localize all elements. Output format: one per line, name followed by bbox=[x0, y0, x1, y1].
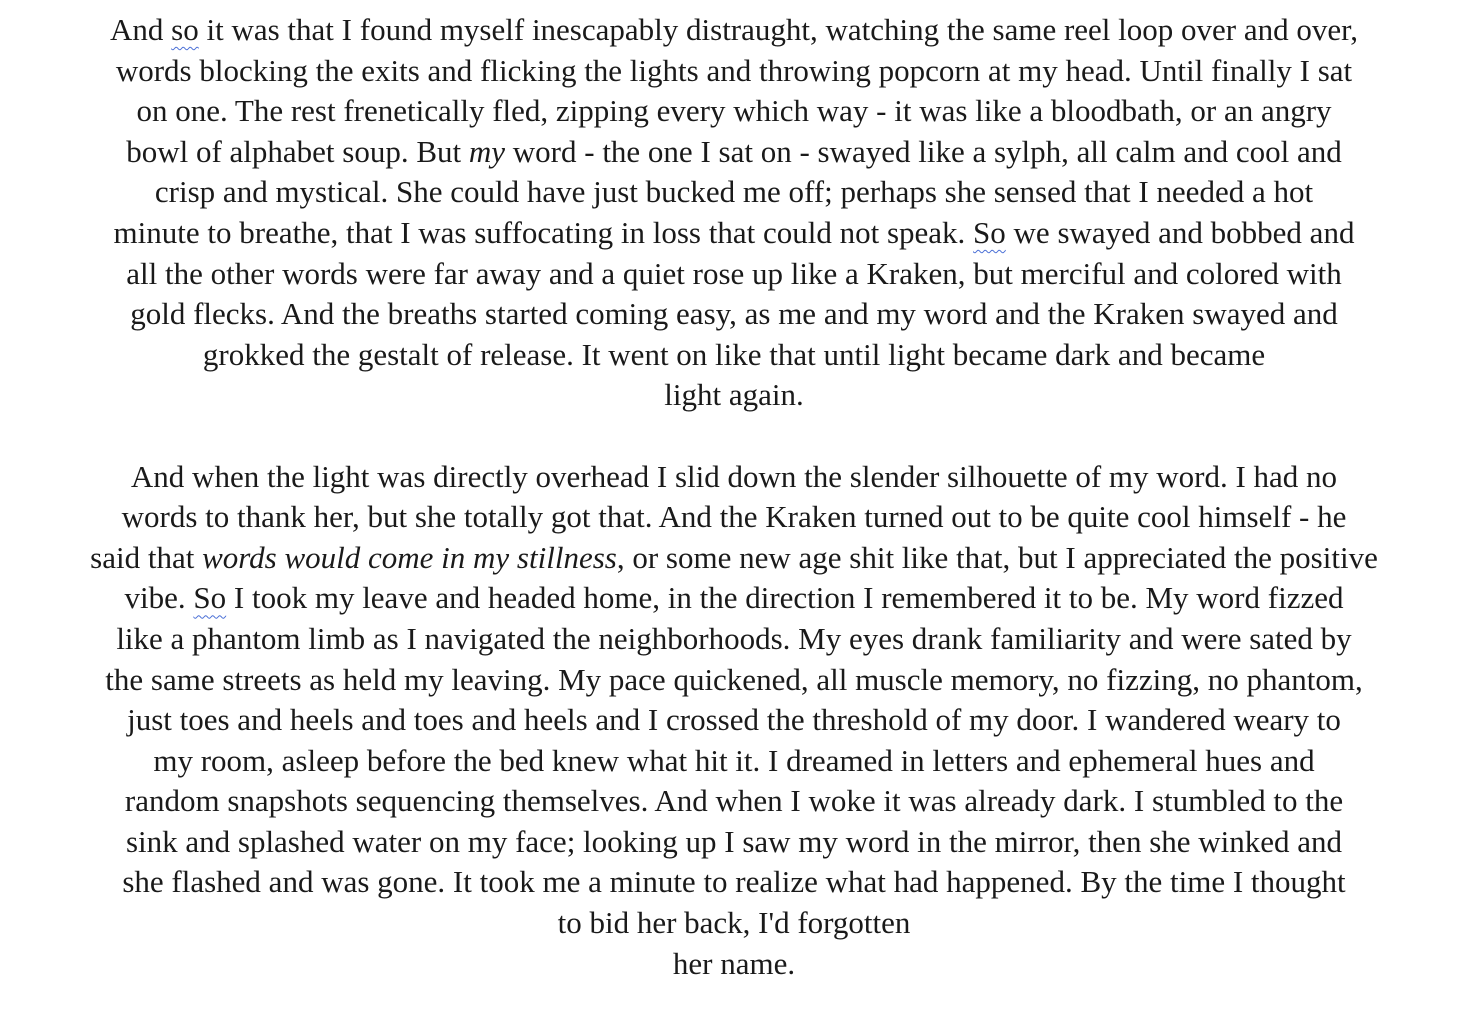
spellcheck-flagged-word: so bbox=[171, 12, 199, 47]
text-line bbox=[0, 497, 1468, 538]
text-run: word - the one I sat on - swayed like a sylph, all calm and cool and bbox=[505, 133, 1342, 169]
text-run: grokked the gestalt of release. It went on like that until light became dark and became bbox=[202, 336, 1266, 372]
italic-text-run: words would come in my stillness bbox=[202, 539, 617, 575]
text-run: her name. bbox=[672, 945, 796, 981]
text-line bbox=[0, 254, 1468, 295]
text-line bbox=[0, 335, 1468, 376]
text-run: And when the light was directly overhead I slid down the slender silhouette of my word. I had no bbox=[130, 458, 1338, 494]
spellcheck-flagged-word: So bbox=[193, 580, 227, 616]
text-line bbox=[0, 660, 1468, 701]
text-run: sink and splashed water on my face; looking up I saw my word in the mirror, then she winked and bbox=[125, 823, 1343, 859]
text-run: minute to breathe, that I was suffocating in loss that could not speak. bbox=[113, 214, 974, 250]
text-line bbox=[0, 578, 1468, 619]
text-line bbox=[0, 781, 1468, 822]
text-run: gold flecks. And the breaths started coming easy, as me and my word and the Kraken swayed and bbox=[130, 296, 1338, 332]
text-run: we swayed and bobbed and bbox=[1005, 214, 1355, 250]
text-run: said that bbox=[90, 539, 203, 575]
paragraph-1 bbox=[0, 10, 1468, 416]
text-line bbox=[0, 213, 1468, 254]
text-line bbox=[0, 822, 1468, 863]
text-line bbox=[0, 294, 1468, 335]
text-run: the same streets as held my leaving. My pace quickened, all muscle memory, no fizzing, no phantom, bbox=[105, 661, 1363, 697]
italic-text-run: my bbox=[468, 133, 506, 169]
text-run: just toes and heels and toes and heels and I crossed the threshold of my door. I wandered weary to bbox=[127, 702, 1341, 738]
text-run: all the other words were far away and a quiet rose up like a Kraken, but merciful and colored with bbox=[126, 255, 1342, 291]
text-run: random snapshots sequencing themselves. And when I woke it was already dark. I stumbled to the bbox=[124, 783, 1344, 819]
text-line bbox=[0, 903, 1468, 944]
text-line bbox=[0, 132, 1468, 173]
spellcheck-flagged-word: So bbox=[973, 214, 1006, 250]
text-line bbox=[0, 619, 1468, 660]
text-run: like a phantom limb as I navigated the neighborhoods. My eyes drank familiarity and were sated by bbox=[116, 620, 1352, 656]
text-run: , or some new age shit like that, but I appreciated the positive bbox=[616, 539, 1378, 575]
text-line bbox=[0, 172, 1468, 213]
paragraph-gap bbox=[0, 416, 1468, 457]
text-run: words blocking the exits and flicking the lights and throwing popcorn at my head. Until finally I sat bbox=[115, 52, 1353, 88]
text-line bbox=[0, 457, 1468, 498]
text-line bbox=[0, 862, 1468, 903]
text-line bbox=[0, 741, 1468, 782]
text-run: I took my leave and headed home, in the direction I remembered it to be. My word fizzed bbox=[226, 580, 1344, 616]
document-body bbox=[0, 10, 1468, 984]
text-run: crisp and mystical. She could have just bucked me off; perhaps she sensed that I needed a hot bbox=[154, 174, 1314, 210]
text-line bbox=[0, 91, 1468, 132]
text-run: my room, asleep before the bed knew what hit it. I dreamed in letters and ephemeral hues and bbox=[153, 742, 1315, 778]
text-run: words to thank her, but she totally got that. And the Kraken turned out to be quite cool himself - he bbox=[121, 499, 1347, 535]
text-run: bowl of alphabet soup. But bbox=[126, 133, 469, 169]
text-line bbox=[0, 538, 1468, 579]
text-line bbox=[0, 51, 1468, 92]
text-line bbox=[0, 944, 1468, 985]
text-run: it was that I found myself inescapably distraught, watching the same reel loop over and over, bbox=[198, 12, 1358, 47]
text-line bbox=[0, 375, 1468, 416]
text-run: to bid her back, I'd forgotten bbox=[557, 905, 911, 941]
text-run: on one. The rest frenetically fled, zipping every which way - it was like a bloodbath, or an angry bbox=[136, 93, 1332, 129]
paragraph-2 bbox=[0, 457, 1468, 985]
text-run: light again. bbox=[664, 377, 804, 413]
text-run: she flashed and was gone. It took me a minute to realize what had happened. By the time I thought bbox=[122, 864, 1346, 900]
text-line bbox=[0, 700, 1468, 741]
text-run: vibe. bbox=[124, 580, 194, 616]
text-line bbox=[0, 10, 1468, 51]
text-run: And bbox=[110, 12, 172, 47]
